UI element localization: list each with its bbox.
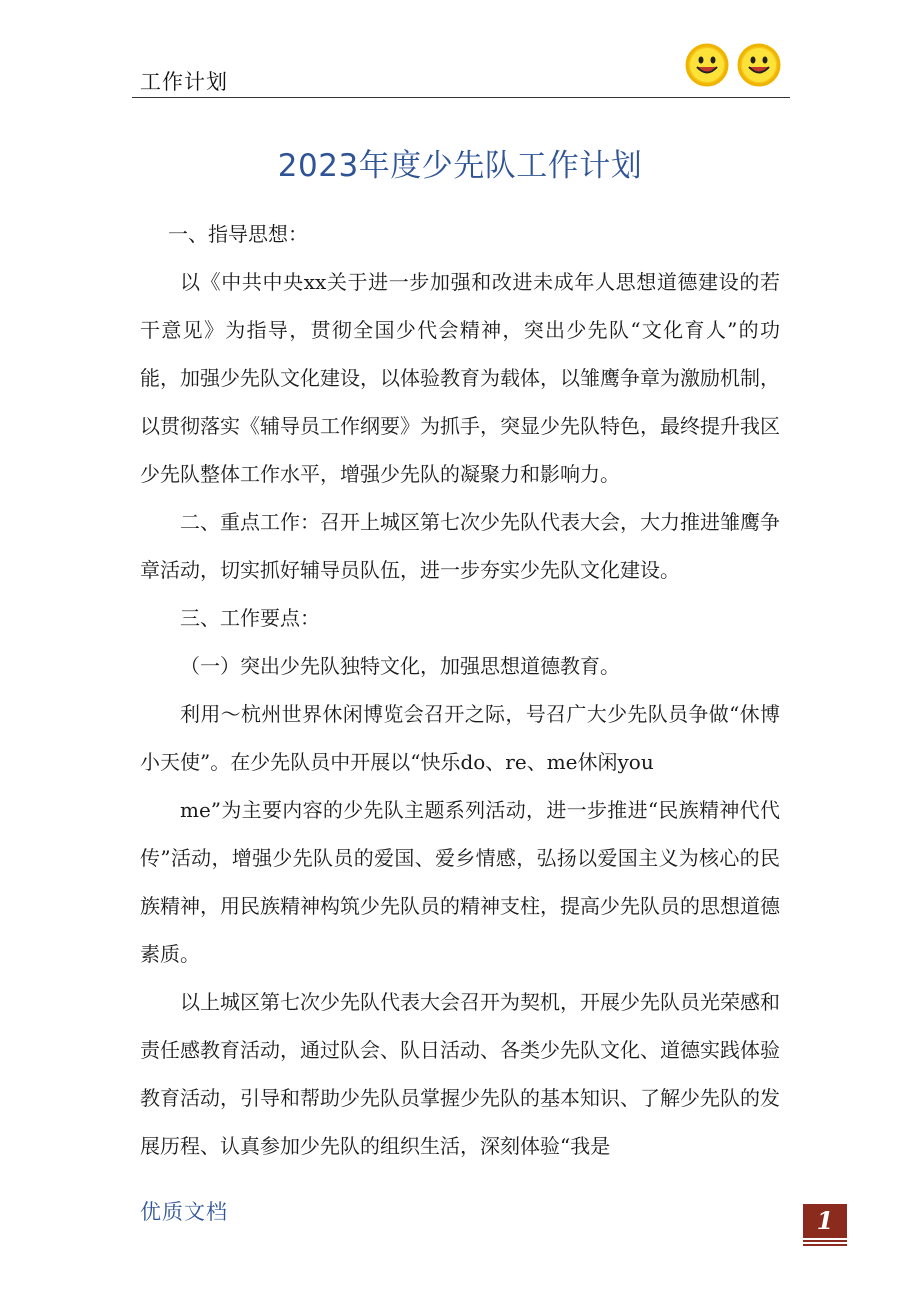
paragraph: me”为主要内容的少先队主题系列活动，进一步推进“民族精神代代传”活动，增强少先队员的爱国、爱乡情感，弘扬以爱国主义为核心的民族精神，用民族精神构筑少先队员的精神支柱，提高少先队员的思想道德素质。: [140, 798, 780, 966]
smiley-face-icon: [736, 42, 782, 88]
document-body: [140, 210, 780, 1170]
section-heading: 三、工作要点：: [180, 606, 320, 630]
header-divider: [132, 97, 790, 98]
paragraph: 以上城区第七次少先队代表大会召开为契机，开展少先队员光荣感和责任感教育活动，通过队会、队日活动、各类少先队文化、道德实践体验教育活动，引导和帮助少先队员掌握少先队的基本知识、了解少先队的发展历程、认真参加少先队的组织生活，深刻体验“我是: [140, 990, 780, 1158]
paragraph: 以《中共中央xx关于进一步加强和改进未成年人思想道德建设的若干意见》为指导，贯彻全国少代会精神，突出少先队“文化育人”的功能，加强少先队文化建设，以体验教育为载体，以雏鹰争章为激励机制，以贯彻落实《辅导员工作纲要》为抓手，突显少先队特色，最终提升我区少先队整体工作水平，增强少先队的凝聚力和影响力。: [140, 270, 780, 486]
page-number-badge: [803, 1204, 847, 1238]
paragraph: 利用～杭州世界休闲博览会召开之际，号召广大少先队员争做“休博小天使”。在少先队员中开展以“快乐do、re、me休闲you: [140, 702, 780, 774]
section-heading: 一、指导思想：: [168, 222, 308, 246]
footer-label: 优质文档: [140, 1200, 228, 1224]
sub-heading: （一）突出少先队独特文化，加强思想道德教育。: [180, 654, 620, 678]
paragraph: 二、重点工作：召开上城区第七次少先队代表大会，大力推进雏鹰争章活动，切实抓好辅导员队伍，进一步夯实少先队文化建设。: [140, 510, 780, 582]
smiley-face-icon: [684, 42, 730, 88]
header-title: 工作计划: [140, 70, 228, 94]
document-title: 2023年度少先队工作计划: [277, 148, 643, 184]
page-number: 1: [816, 1206, 834, 1235]
badge-stripes: [803, 1240, 847, 1248]
